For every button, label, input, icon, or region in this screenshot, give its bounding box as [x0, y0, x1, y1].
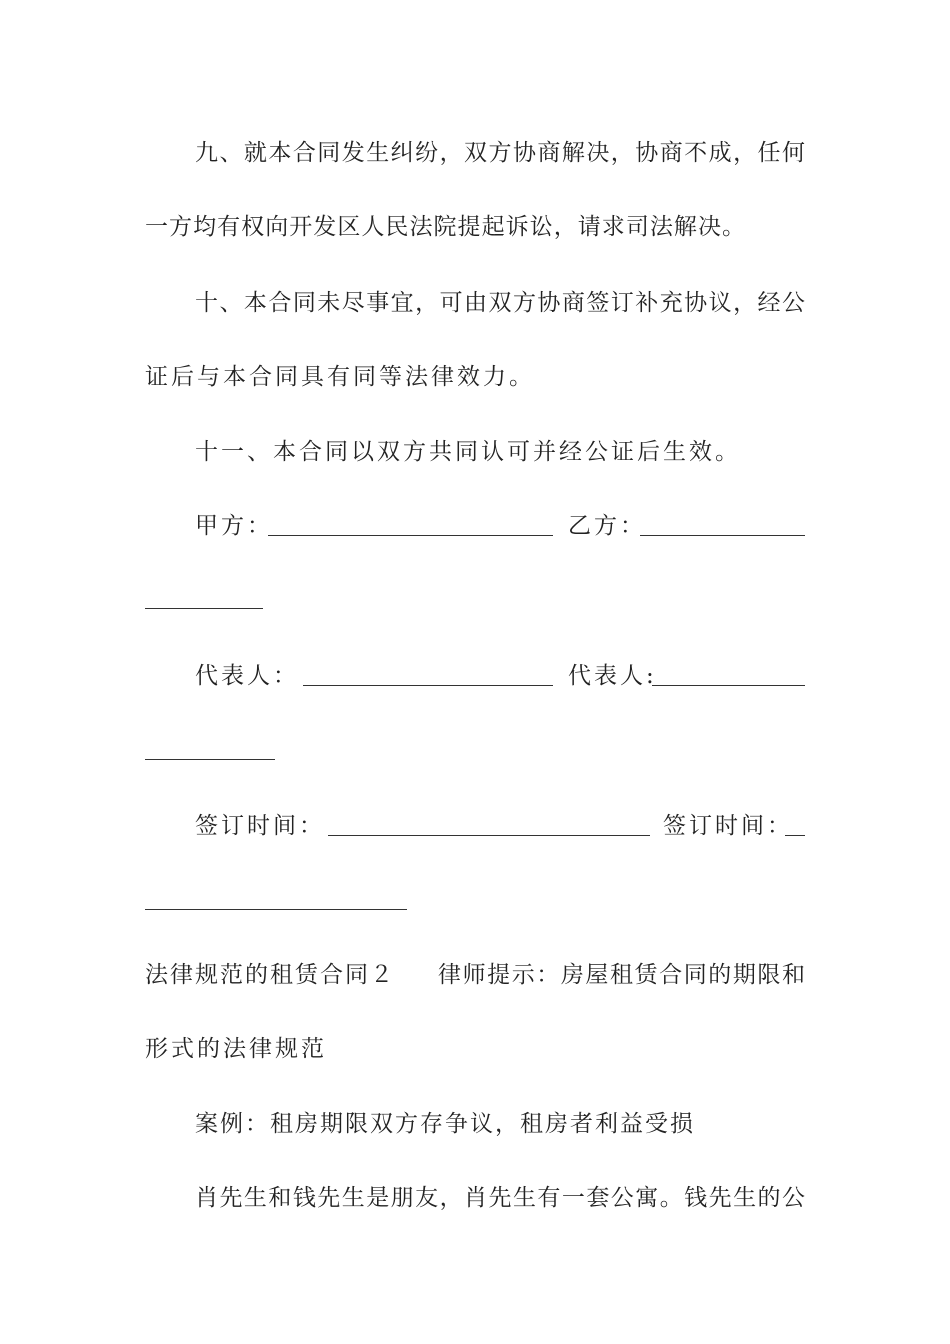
date-b-signature-line — [785, 835, 805, 836]
date-a-label: 签订时间： — [195, 813, 325, 839]
clause-10-line-1: 十、本合同未尽事宜，可由双方协商签订补充协议，经公 — [195, 290, 805, 316]
date-a-signature-line — [328, 835, 650, 836]
party-b-signature-line-continued — [145, 608, 263, 609]
section-2-heading-left: 法律规范的租赁合同２ — [145, 962, 395, 988]
clause-10-line-2: 证后与本合同具有同等法律效力。 — [145, 364, 535, 390]
clause-11: 十一、本合同以双方共同认可并经公证后生效。 — [195, 439, 741, 465]
rep-b-signature-line-continued — [145, 759, 275, 760]
clause-9-line-1: 九、就本合同发生纠纷，双方协商解决，协商不成，任何 — [195, 140, 805, 166]
party-b-signature-line — [640, 535, 805, 536]
case-body-line-1: 肖先生和钱先生是朋友，肖先生有一套公寓。钱先生的公 — [195, 1185, 805, 1211]
party-a-label: 甲方： — [195, 513, 273, 539]
section-2-heading-right: 律师提示：房屋租赁合同的期限和 — [438, 962, 805, 988]
rep-a-signature-line — [303, 685, 553, 686]
party-b-label: 乙方： — [568, 513, 646, 539]
clause-9-line-2: 一方均有权向开发区人民法院提起诉讼，请求司法解决。 — [145, 214, 745, 240]
rep-a-label: 代表人： — [195, 663, 299, 689]
rep-b-signature-line — [652, 685, 805, 686]
date-b-label: 签订时间： — [663, 813, 793, 839]
party-a-signature-line — [268, 535, 553, 536]
section-2-heading-line-2: 形式的法律规范 — [145, 1036, 327, 1062]
case-title: 案例：租房期限双方存争议，租房者利益受损 — [195, 1111, 695, 1137]
date-b-signature-line-continued — [145, 909, 407, 910]
rep-b-label: 代表人: — [568, 663, 657, 689]
